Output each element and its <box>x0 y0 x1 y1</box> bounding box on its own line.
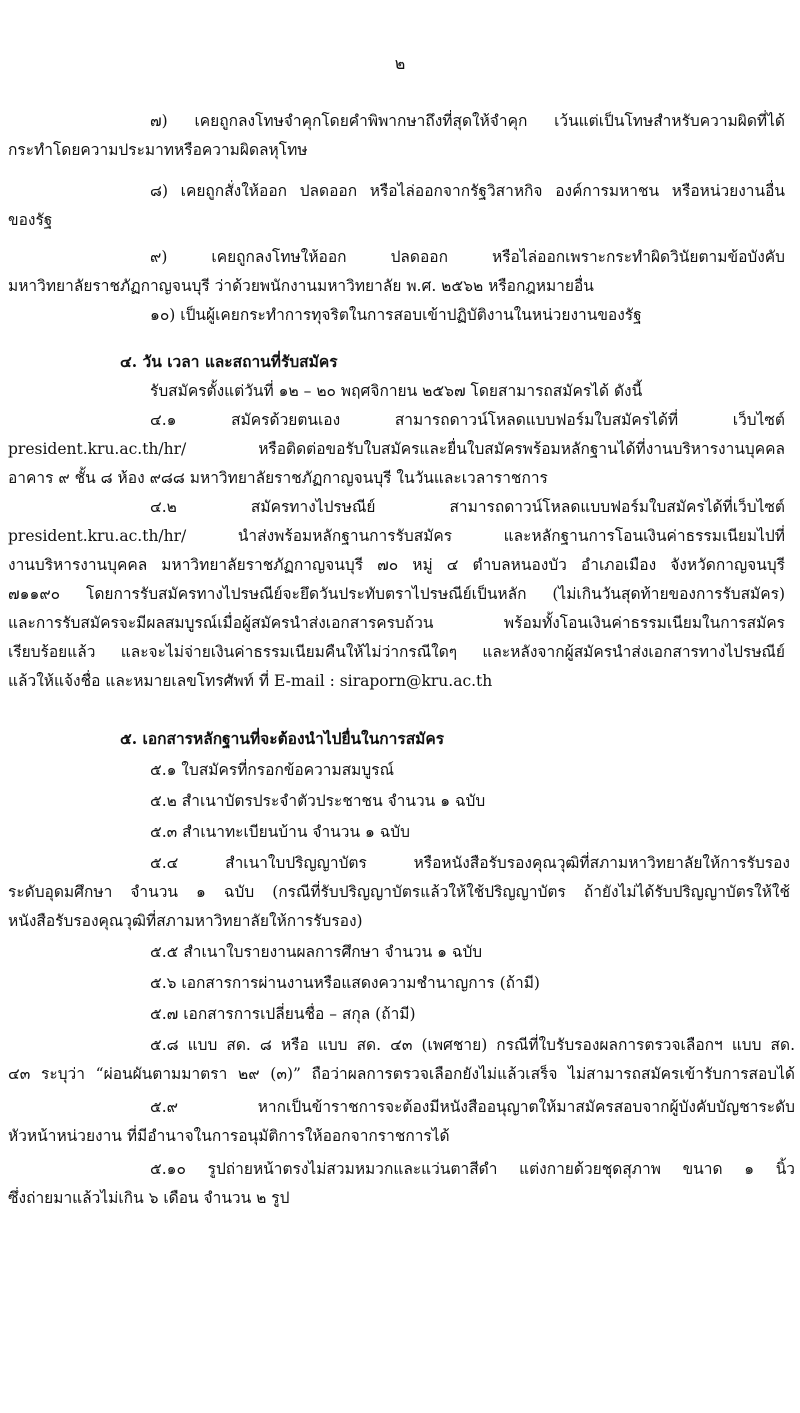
text-line: รับสมัครตั้งแต่วันที่ ๑๒ – ๒๐ พฤศจิกายน ๒๕๖๗ โดยสามารถสมัครได้ ดังนี้ <box>150 382 643 400</box>
text-line: ๕.๔ สำเนาใบปริญญาบัตร หรือหนังสือรับรองคุณวุฒิที่สภามหาวิทยาลัยให้การรับรอง <box>150 854 790 872</box>
text-line: อาคาร ๙ ชั้น ๘ ห้อง ๙๘๘ มหาวิทยาลัยราชภัฏกาญจนบุรี ในวันและเวลาราชการ <box>8 469 548 487</box>
text-line: ๙) เคยถูกลงโทษให้ออก ปลดออก หรือไล่ออกเพราะกระทำผิดวินัยตามข้อบังคับ <box>150 248 785 266</box>
section-heading: ๔. วัน เวลา และสถานที่รับสมัคร <box>120 352 338 371</box>
text-line: กระทำโดยความประมาทหรือความผิดลหุโทษ <box>8 141 308 159</box>
text-line: ๕.๒ สำเนาบัตรประจำตัวประชาชน จำนวน ๑ ฉบับ <box>150 792 486 810</box>
text-line: หัวหน้าหน่วยงาน ที่มีอำนาจในการอนุมัติการให้ออกจากราชการได้ <box>8 1127 450 1145</box>
text-line: ระดับอุดมศึกษา จำนวน ๑ ฉบับ (กรณีที่รับปริญญาบัตรแล้วให้ใช้ปริญญาบัตร ถ้ายังไม่ได้รับปริญญาบัตรให้ใช้ <box>8 883 790 901</box>
text-line: เรียบร้อยแล้ว และจะไม่จ่ายเงินค่าธรรมเนียมคืนให้ไม่ว่ากรณีใดๆ และหลังจากผู้สมัครนำส่งเอกสารทางไปรษณีย์ <box>8 643 785 661</box>
text-line: งานบริหารงานบุคคล มหาวิทยาลัยราชภัฏกาญจนบุรี ๗๐ หมู่ ๔ ตำบลหนองบัว อำเภอเมือง จังหวัดกาญจนบุรี <box>8 556 785 574</box>
text-line: ซึ่งถ่ายมาแล้วไม่เกิน ๖ เดือน จำนวน ๒ รูป <box>8 1189 290 1207</box>
text-line: ๘) เคยถูกสั่งให้ออก ปลดออก หรือไล่ออกจากรัฐวิสาหกิจ องค์การมหาชน หรือหน่วยงานอื่น <box>150 182 785 200</box>
text-line: president.kru.ac.th/hr/ นำส่งพร้อมหลักฐานการรับสมัคร และหลักฐานการโอนเงินค่าธรรมเนียมไปที่ <box>8 527 785 545</box>
text-line: ๕.๑๐ รูปถ่ายหน้าตรงไม่สวมหมวกและแว่นตาสีดำ แต่งกายด้วยชุดสุภาพ ขนาด ๑ นิ้ว <box>150 1160 795 1178</box>
text-line: ๗) เคยถูกลงโทษจำคุกโดยคำพิพากษาถึงที่สุดให้จำคุก เว้นแต่เป็นโทษสำหรับความผิดที่ได้ <box>150 112 785 130</box>
text-line: ๕.๖ เอกสารการผ่านงานหรือแสดงความชำนาญการ (ถ้ามี) <box>150 974 540 992</box>
text-line: และการรับสมัครจะมีผลสมบูรณ์เมื่อผู้สมัครนำส่งเอกสารครบถ้วน พร้อมทั้งโอนเงินค่าธรรมเนียมในการสมัคร <box>8 614 785 632</box>
text-line: ๕.๙ หากเป็นข้าราชการจะต้องมีหนังสืออนุญาตให้มาสมัครสอบจากผู้บังคับบัญชาระดับ <box>150 1098 795 1116</box>
text-line: แล้วให้แจ้งชื่อ และหมายเลขโทรศัพท์ ที่ E-mail : siraporn@kru.ac.th <box>8 672 493 690</box>
text-line: ๑๐) เป็นผู้เคยกระทำการทุจริตในการสอบเข้าปฏิบัติงานในหน่วยงานของรัฐ <box>150 306 642 324</box>
section-heading: ๕. เอกสารหลักฐานที่จะต้องนำไปยื่นในการสมัคร <box>120 729 445 748</box>
text-line: หนังสือรับรองคุณวุฒิที่สภามหาวิทยาลัยให้การรับรอง) <box>8 912 363 930</box>
page-number: ๒ <box>394 54 406 73</box>
text-line: ๕.๕ สำเนาใบรายงานผลการศึกษา จำนวน ๑ ฉบับ <box>150 943 483 961</box>
text-line: ของรัฐ <box>8 211 53 229</box>
text-line: ๔๓ ระบุว่า “ผ่อนผันตามมาตรา ๒๙ (๓)” ถือว่าผลการตรวจเลือกยังไม่แล้วเสร็จ ไม่สามารถสมัครเข้ารับการสอบได้ <box>8 1065 795 1083</box>
text-line: president.kru.ac.th/hr/ หรือติดต่อขอรับใบสมัครและยื่นใบสมัครพร้อมหลักฐานได้ที่งานบริหารงานบุคคล <box>8 440 785 458</box>
text-line: ๗๑๑๙๐ โดยการรับสมัครทางไปรษณีย์จะยึดวันประทับตราไปรษณีย์เป็นหลัก (ไม่เกินวันสุดท้ายของการรับสมัคร) <box>8 585 785 603</box>
text-line: ๕.๑ ใบสมัครที่กรอกข้อความสมบูรณ์ <box>150 761 394 779</box>
text-line: ๕.๓ สำเนาทะเบียนบ้าน จำนวน ๑ ฉบับ <box>150 823 410 841</box>
text-line: ๔.๑ สมัครด้วยตนเอง สามารถดาวน์โหลดแบบฟอร์มใบสมัครได้ที่ เว็บไซต์ <box>150 411 785 429</box>
text-line: ๕.๘ แบบ สด. ๘ หรือ แบบ สด. ๔๓ (เพศชาย) กรณีที่ใบรับรองผลการตรวจเลือกฯ แบบ สด. <box>150 1036 795 1054</box>
text-line: ๔.๒ สมัครทางไปรษณีย์ สามารถดาวน์โหลดแบบฟอร์มใบสมัครได้ที่เว็บไซต์ <box>150 498 785 516</box>
text-line: ๕.๗ เอกสารการเปลี่ยนชื่อ – สกุล (ถ้ามี) <box>150 1005 416 1023</box>
text-line: มหาวิทยาลัยราชภัฏกาญจนบุรี ว่าด้วยพนักงานมหาวิทยาลัย พ.ศ. ๒๕๖๒ หรือกฎหมายอื่น <box>8 277 594 295</box>
